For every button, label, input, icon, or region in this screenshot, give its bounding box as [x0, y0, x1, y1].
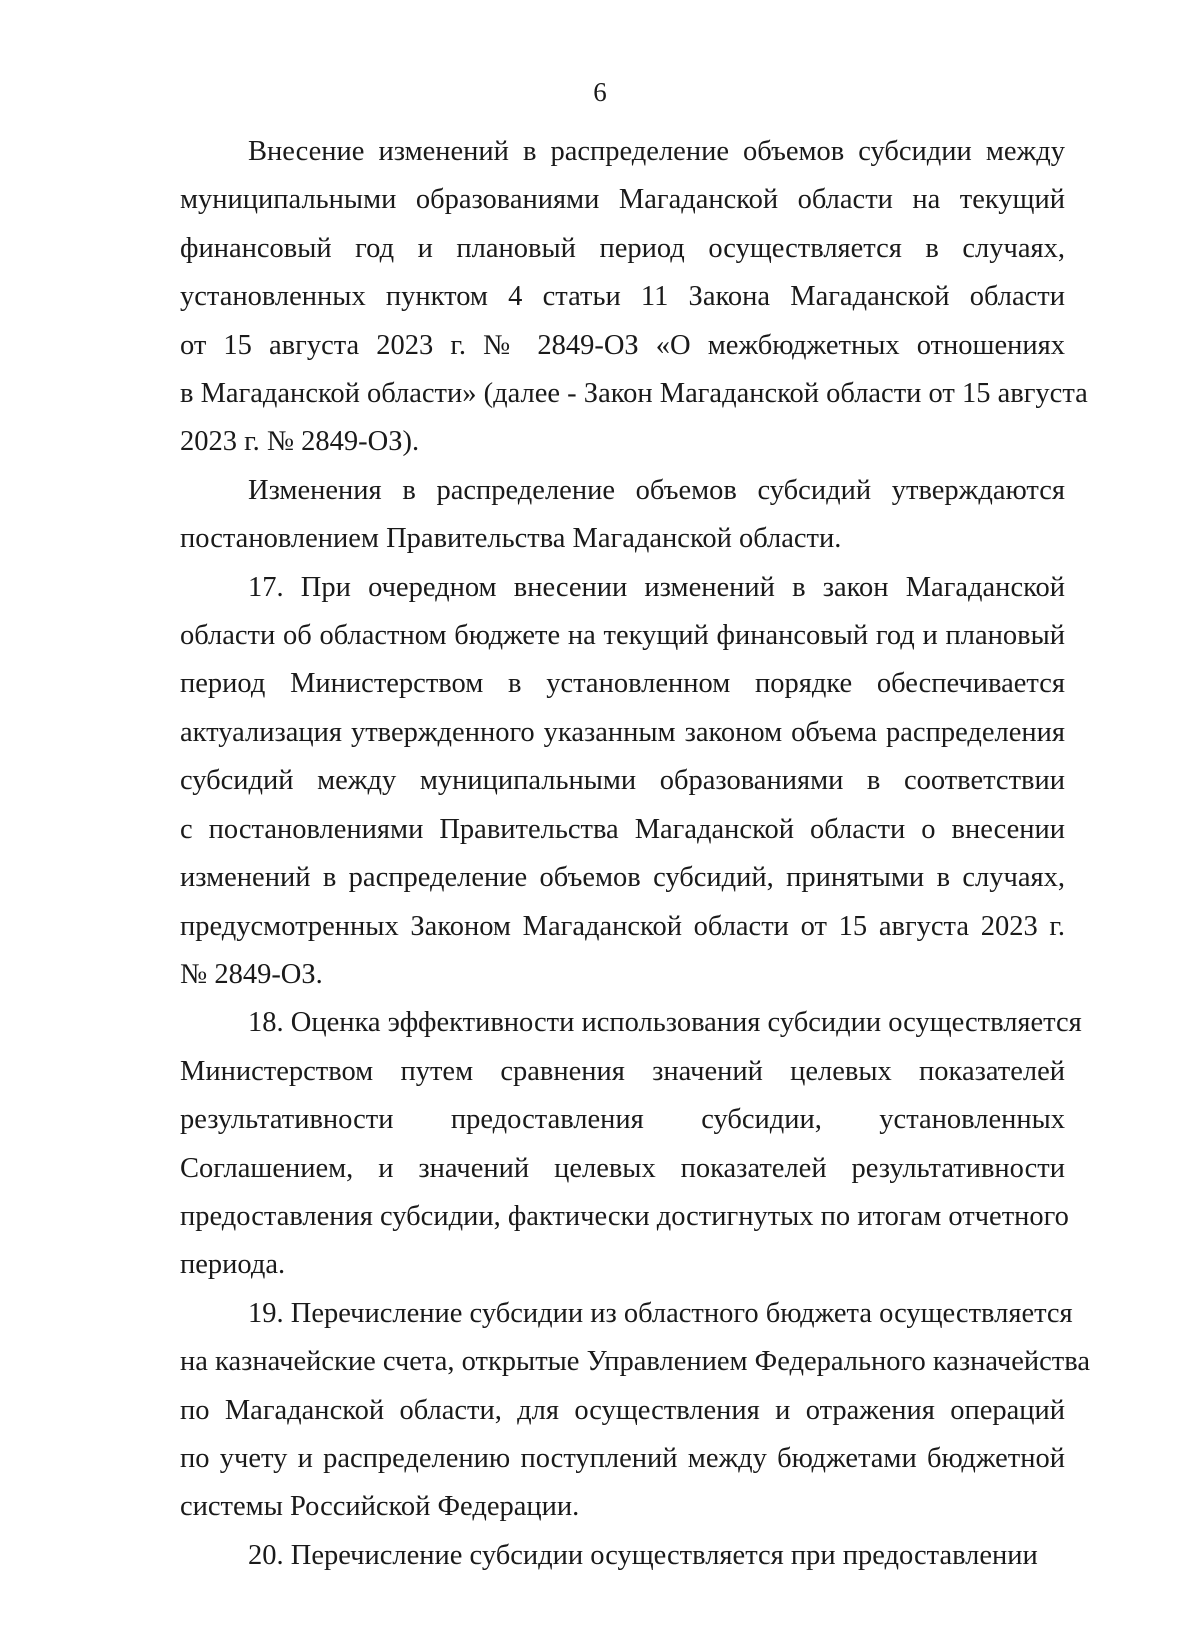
paragraph-17 — [180, 564, 1065, 1000]
text-line: области об областном бюджете на текущий финансовый год и плановый — [180, 620, 1065, 652]
text-line: предусмотренных Законом Магаданской области от 15 августа 2023 г. — [180, 910, 1065, 942]
text-line: в Магаданской области» (далее - Закон Магаданской области от 15 августа — [180, 378, 1088, 410]
text-line: муниципальными образованиями Магаданской области на текущий — [180, 184, 1065, 216]
text-line: установленных пунктом 4 статьи 11 Закона Магаданской области — [180, 281, 1065, 313]
text-line: Соглашением, и значений целевых показателей результативности — [180, 1152, 1065, 1184]
text-line: 20. Перечисление субсидии осуществляется при предоставлении — [248, 1539, 1038, 1571]
paragraph-subsidy-changes — [180, 128, 1088, 467]
text-line: период Министерством в установленном порядке обеспечивается — [180, 668, 1065, 700]
text-line: 2023 г. № 2849-ОЗ). — [180, 426, 420, 458]
text-line: 19. Перечисление субсидии из областного бюджета осуществляется — [248, 1297, 1073, 1329]
text-line: предоставления субсидии, фактически достигнутых по итогам отчетного — [180, 1200, 1069, 1232]
paragraph-18 — [180, 999, 1082, 1289]
text-line: 17. При очередном внесении изменений в закон Магаданской — [248, 571, 1065, 603]
text-line: № 2849-ОЗ. — [180, 958, 323, 990]
text-line: актуализация утвержденного указанным законом объема распределения — [180, 716, 1065, 748]
text-line: от 15 августа 2023 г. № 2849-ОЗ «О межбюджетных отношениях — [180, 329, 1065, 361]
paragraph-20 — [180, 1532, 1065, 1580]
text-line: 18. Оценка эффективности использования субсидии осуществляется — [248, 1007, 1082, 1039]
text-line: системы Российской Федерации. — [180, 1491, 580, 1523]
text-line: по учету и распределению поступлений между бюджетами бюджетной — [180, 1442, 1065, 1474]
text-line: Изменения в распределение объемов субсидий утверждаются — [248, 474, 1065, 506]
paragraph-changes-approval — [180, 467, 1065, 564]
text-line: с постановлениями Правительства Магаданской области о внесении — [180, 813, 1065, 845]
text-line: Внесение изменений в распределение объемов субсидии между — [248, 136, 1065, 167]
text-line: финансовый год и плановый период осуществляется в случаях, — [180, 232, 1065, 264]
text-line: изменений в распределение объемов субсидий, принятыми в случаях, — [180, 862, 1065, 894]
text-line: на казначейские счета, открытые Управлением Федерального казначейства — [180, 1346, 1090, 1378]
text-line: по Магаданской области, для осуществления и отражения операций — [180, 1394, 1065, 1426]
page-number: 6 — [593, 77, 607, 107]
text-line: субсидий между муниципальными образованиями в соответствии — [180, 765, 1065, 797]
paragraph-19 — [180, 1290, 1090, 1532]
text-line: постановлением Правительства Магаданской области. — [180, 523, 842, 555]
document-body — [180, 128, 1090, 1580]
text-line: результативности предоставления субсидии, установленных — [180, 1104, 1065, 1136]
text-line: периода. — [180, 1249, 286, 1281]
text-line: Министерством путем сравнения значений целевых показателей — [180, 1055, 1065, 1087]
